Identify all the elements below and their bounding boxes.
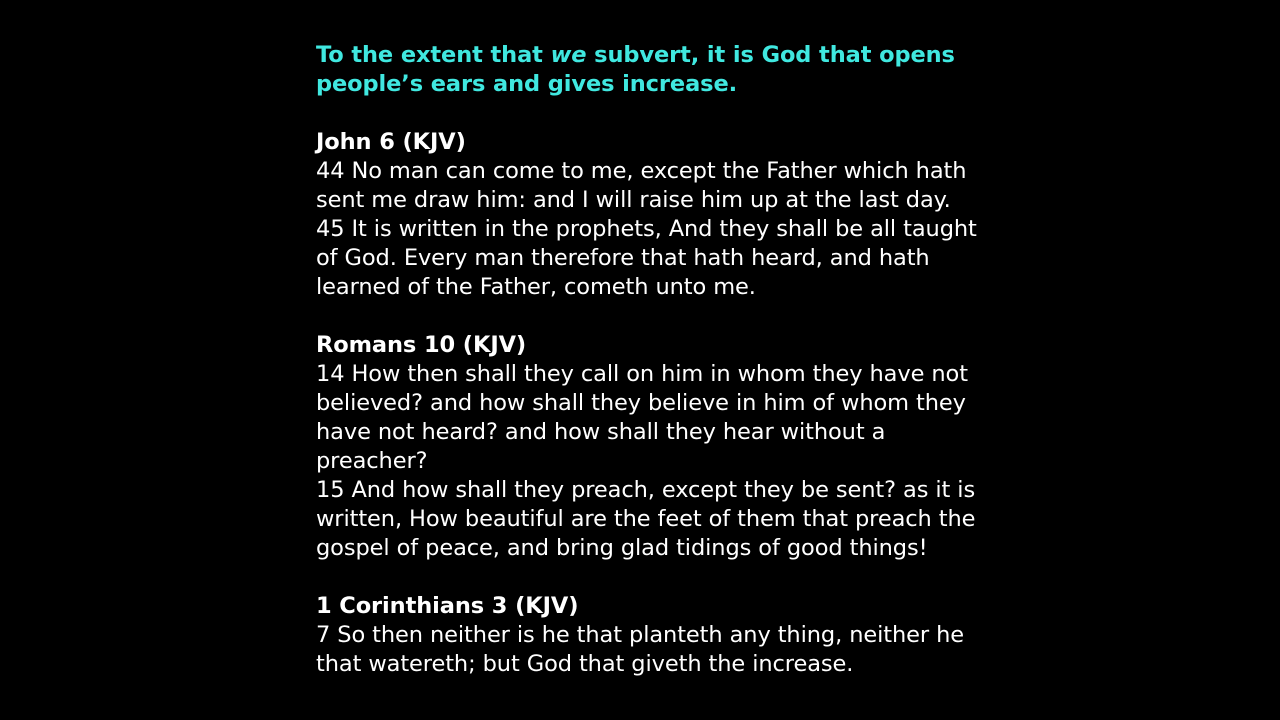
heading-line-1 — [316, 41, 976, 70]
verse-line: 45 It is written in the prophets, And they shall be all taught — [316, 216, 977, 242]
passage-reference: 1 Corinthians 3 (KJV) — [316, 593, 579, 619]
verse-line: gospel of peace, and bring glad tidings of good things! — [316, 535, 928, 561]
verse-line: written, How beautiful are the feet of them that preach the — [316, 506, 976, 532]
verse-line: 7 So then neither is he that planteth any thing, neither he — [316, 622, 964, 648]
heading-line-2: people’s ears and gives increase. — [316, 71, 738, 97]
spacer — [316, 302, 976, 331]
verse-line: sent me draw him: and I will raise him up at the last day. — [316, 187, 951, 213]
heading-text-after: subvert, it is God that opens — [586, 42, 955, 68]
verse-line: 15 And how shall they preach, except they be sent? as it is — [316, 477, 976, 503]
verse-line: that watereth; but God that giveth the increase. — [316, 651, 854, 677]
verse-line: believed? and how shall they believe in him of whom they — [316, 390, 966, 416]
heading-text-before: To the extent that — [316, 42, 551, 68]
spacer — [316, 563, 976, 592]
passage-john-6 — [316, 128, 976, 302]
verse-line: preacher? — [316, 448, 428, 474]
slide-heading — [316, 41, 976, 99]
passage-reference: John 6 (KJV) — [316, 129, 466, 155]
heading-emphasis: we — [550, 42, 587, 68]
verse-line: 14 How then shall they call on him in whom they have not — [316, 361, 968, 387]
passage-1-corinthians-3 — [316, 592, 976, 679]
slide-content — [316, 41, 976, 679]
passage-romans-10 — [316, 331, 976, 563]
verse-line: of God. Every man therefore that hath heard, and hath — [316, 245, 930, 271]
passage-reference: Romans 10 (KJV) — [316, 332, 527, 358]
verse-line: have not heard? and how shall they hear without a — [316, 419, 886, 445]
verse-line: learned of the Father, cometh unto me. — [316, 274, 756, 300]
spacer — [316, 99, 976, 128]
verse-line: 44 No man can come to me, except the Father which hath — [316, 158, 967, 184]
